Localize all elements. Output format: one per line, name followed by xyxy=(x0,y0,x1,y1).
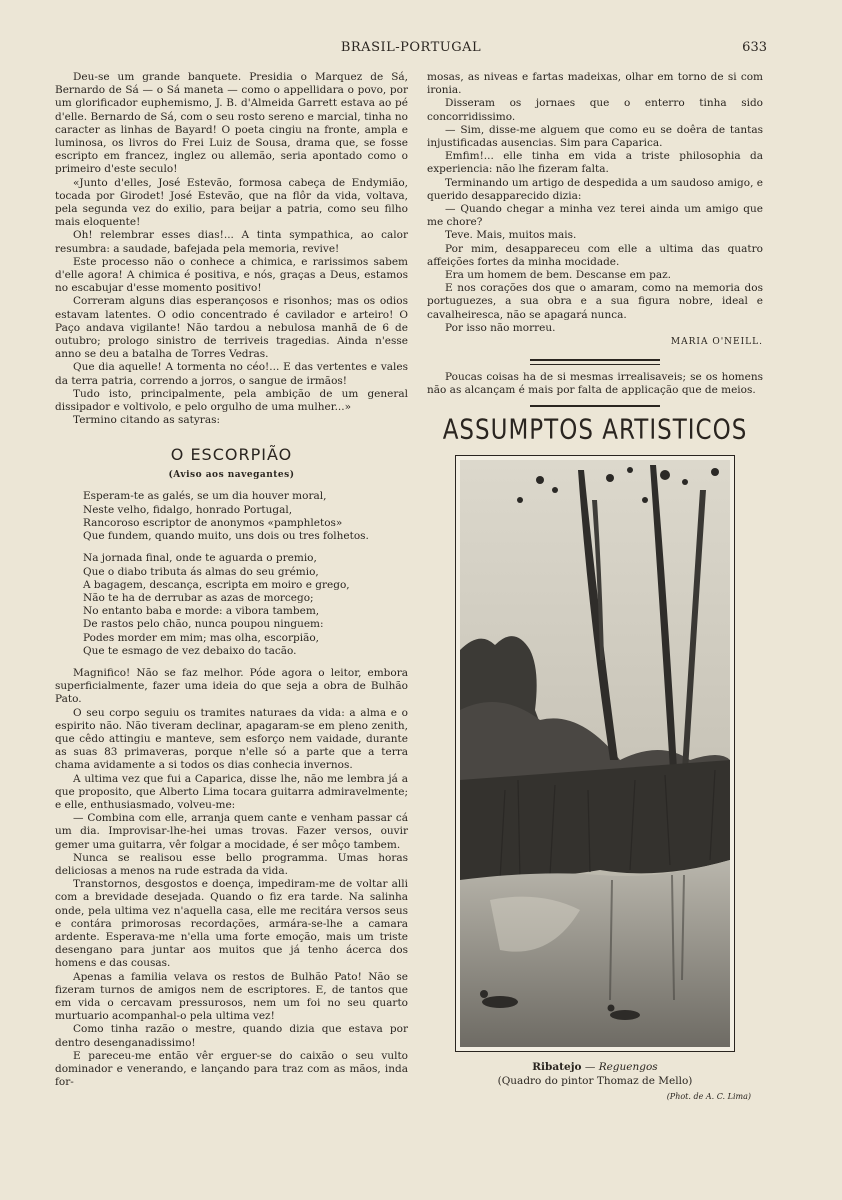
poem-stanza xyxy=(83,490,408,543)
paragraph: Era um homem de bem. Descanse em paz. xyxy=(445,269,671,282)
paragraph: Apenas a familia velava os restos de Bulhão Pato! Não se fizeram turnos de amigos nem de escriptores. E, de tantos que em vida o cercavam pressurosos, nem um foi no seu quarto murtuario acompanhal-o pela ultima vez! xyxy=(55,970,408,1023)
figure-caption xyxy=(427,1060,763,1088)
paragraph: Por mim, desappareceu com elle a ultima das quatro affeições fortes da minha mocidade. xyxy=(427,242,763,268)
poem-verse: No entanto baba e morde: a vibora tambem, xyxy=(83,605,320,618)
poem-verse: Na jornada final, onde te aguarda o premio, xyxy=(83,552,317,565)
right-column xyxy=(427,71,763,1101)
poem-title: O ESCORPIÃO xyxy=(170,445,293,465)
painting-reproduction xyxy=(455,455,735,1052)
paragraph: Que dia aquelle! A tormenta no céo!... E das vertentes e vales da terra patria, correndo a jorros, o sangue de irmãos! xyxy=(55,361,408,387)
poem-verse: Que fundem, quando muito, uns dois ou tres folhetos. xyxy=(83,530,369,543)
caption-subtitle: Reguengos xyxy=(598,1061,658,1074)
poem-verse: Esperam-te as galés, se um dia houver moral, xyxy=(83,490,327,503)
paragraph: Como tinha razão o mestre, quando dizia que estava por dentro desenganadissimo! xyxy=(55,1023,408,1049)
left-column xyxy=(55,71,408,1089)
poem-stanza xyxy=(83,552,408,658)
poem-verse: Que o diabo tributa ás almas do seu grémio, xyxy=(83,565,319,578)
paragraph: Deu-se um grande banquete. Presidia o Marquez de Sá, Bernardo de Sá — o Sá maneta — como o appellidara o povo, por um glorificador euphemismo, J. B. d'Almeida Garrett estava ao pé d'elle. Bernardo de Sá, com o seu rosto sereno e marcial, tinha no caracter as linhas de Bayard! O poeta cingiu na fronte, ampla e luminosa, os livros do Frei Luiz de Sousa, drama que, se fosse escripto em francez, inglez ou allemão, seria apontado como o primeiro d'este seculo! xyxy=(55,71,408,176)
paragraph: — Combina com elle, arranja quem cante e venham passar cá um dia. Improvisar-lhe-hei umas trovas. Fazer versos, ouvir gemer uma guitarra, vêr folgar a mocidade, é ser môço tambem. xyxy=(55,812,408,851)
poem-verse: Rancoroso escriptor de anonymos «pamphletos» xyxy=(83,516,343,529)
paragraph: Terminando um artigo de despedida a um saudoso amigo, e querido desapparecido dizia: xyxy=(427,176,763,202)
paragraph: Por isso não morreu. xyxy=(445,321,556,334)
paragraph: Teve. Mais, muitos mais. xyxy=(445,229,577,242)
poem-subtitle: (Aviso aos navegantes) xyxy=(168,470,295,481)
poem-verse: Podes morder em mim; mas olha, escorpião, xyxy=(83,631,320,644)
paragraph: A ultima vez que fui a Caparica, disse lhe, não me lembra já a que proposito, que Alberto Lima tocara guitarra admiravelmente; e elle, enthusiasmado, volveu-me: xyxy=(55,772,408,811)
paragraph: Termino citando as satyras: xyxy=(73,414,221,427)
paragraph: Tudo isto, principalmente, pela ambição de um general dissipador e voltivolo, e pelo orgulho de uma mulher...» xyxy=(55,387,408,414)
caption-line2: (Quadro do pintor Thomaz de Mello) xyxy=(497,1075,693,1088)
poem-verse: De rastos pelo chão, nunca poupou ninguem: xyxy=(83,618,324,631)
page-header xyxy=(55,40,767,60)
aphorism: Poucas coisas ha de si mesmas irrealisaveis; se os homens não as alcançam é mais por falta de applicação que de meios. xyxy=(427,371,763,397)
paragraph: mosas, as niveas e fartas madeixas, olhar em torno de si com ironia. xyxy=(427,71,763,97)
paragraph: — Sim, disse-me alguem que como eu se doêra de tantas injustificadas ausencias. Sim para Caparica. xyxy=(427,123,763,150)
section-divider xyxy=(530,405,660,407)
paragraph: Magnifico! Não se faz melhor. Póde agora o leitor, embora superficialmente, fazer uma ideia do que seja a obra de Bulhão Pato. xyxy=(55,666,408,706)
section-divider xyxy=(530,359,660,365)
paragraph: Nunca se realisou esse bello programma. Umas horas deliciosas a menos na rude estrada da vida. xyxy=(55,851,408,877)
landscape-painting-image xyxy=(460,460,730,1047)
page-number: 633 xyxy=(742,40,767,55)
caption-line1 xyxy=(427,1060,763,1074)
paragraph: E pareceu-me então vêr erguer-se do caixão o seu vulto dominador e venerando, e lançando para traz com as mãos, inda for- xyxy=(55,1049,408,1089)
caption-separator: — xyxy=(581,1061,599,1074)
poem-verse: Não te ha de derrubar as azas de morcego; xyxy=(83,591,314,604)
paragraph: E nos corações dos que o amaram, como na memoria dos portuguezes, a sua obra e a sua figura nobre, ideal e cavalheiresca, não se apagará nunca. xyxy=(427,282,763,321)
paragraph: Disseram os jornaes que o enterro tinha sido concorridissimo. xyxy=(427,97,763,123)
paragraph: Transtornos, desgostos e doença, impediram-me de voltar alli com a brevidade desejada. Quando o fiz era tarde. Na salinha onde, pela ultima vez n'aquella casa, elle me recitára versos seus e contára primorosas recordações, armára-se-lhe a camara ardente. Esperava-me n'ella uma forte emoção, mais um triste desengano para juntar aos muitos que já tenho ácerca dos homens e das cousas. xyxy=(55,878,408,970)
paragraph: — Quando chegar a minha vez terei ainda um amigo que me chore? xyxy=(427,203,763,229)
paragraph: «Junto d'elles, José Estevão, formosa cabeça de Endymião, tocada por Girodet! José Estevão, que na flôr da vida, voltava, pela segunda vez do exilio, para beijar a patria, como seu filho mais eloquente! xyxy=(55,176,408,229)
section-title: ASSUMPTOS ARTISTICOS xyxy=(442,414,748,447)
paragraph: Este processo não o conhece a chimica, e rarissimos sabem d'elle agora! A chimica é positiva, e nós, graças a Deus, estamos no escabujar d'esse momento positivo! xyxy=(55,255,408,295)
paragraph: Oh! relembrar esses dias!... A tinta sympathica, ao calor resumbra: a saudade, bafejada pela memoria, revive! xyxy=(55,229,408,255)
author-signature: MARIA O'NEILL. xyxy=(670,337,763,348)
running-title: BRASIL-PORTUGAL xyxy=(340,40,482,55)
paragraph: Emfim!... elle tinha em vida a triste philosophia da experiencia: não lhe fizeram falta. xyxy=(427,150,763,176)
caption-title: Ribatejo xyxy=(532,1061,582,1074)
paragraph: Correram alguns dias esperançosos e risonhos; mas os odios estavam latentes. O odio concentrado é cavilador e arteiro! O Paço andava vigilante! Não tardou a nebulosa manhã de 6 de outubro; prologo sinistro de terriveis tragedias. Ainda n'esse anno se deu a batalha de Torres Vedras. xyxy=(55,295,408,361)
poem-verse: Neste velho, fidalgo, honrado Portugal, xyxy=(83,503,293,516)
paragraph: O seu corpo seguiu os tramites naturaes da vida: a alma e o espirito não. Não tiveram declinar, apagaram-se em pleno zenith, que cêdo attingiu e manteve, sem esforço nem vaidade, durante as suas 83 primaveras, porque n'elle só a parte que a terra chama avidamente a si todos os dias conhecia invernos. xyxy=(55,706,408,772)
poem-verse: A bagagem, descança, escripta em moiro e grego, xyxy=(83,578,350,591)
photo-credit: (Phot. de A. C. Lima) xyxy=(666,1092,751,1102)
poem-verse: Que te esmago de vez debaixo do tacão. xyxy=(83,644,297,657)
